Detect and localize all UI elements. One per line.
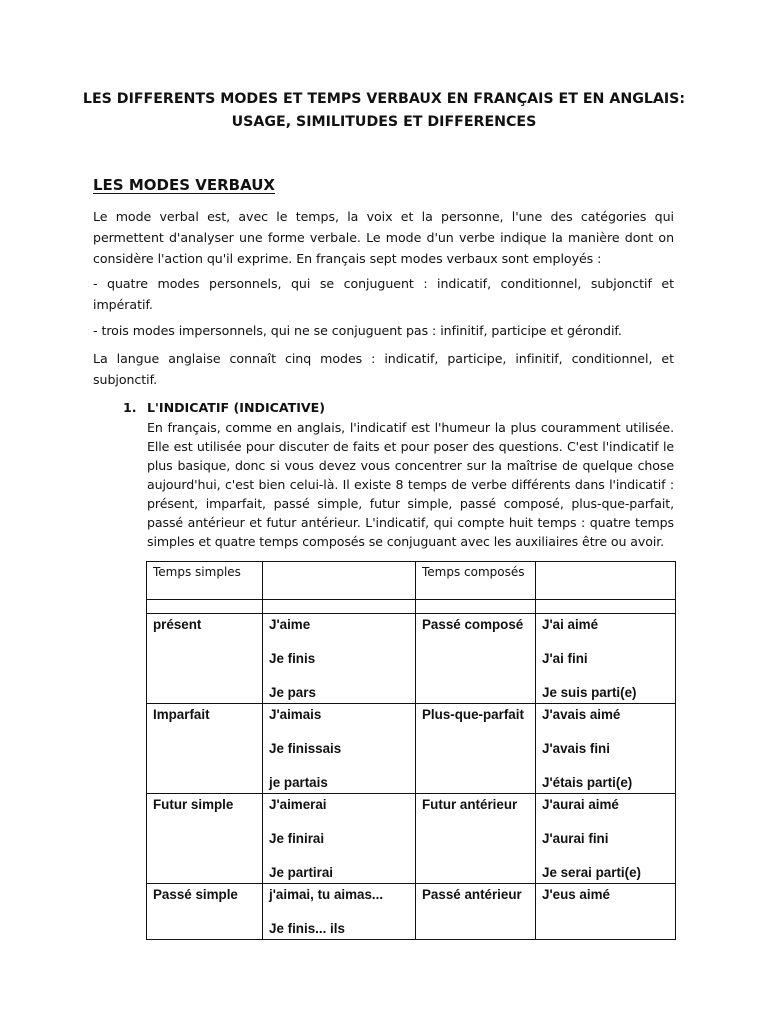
title-line-2: USAGE, SIMILITUDES ET DIFFERENCES xyxy=(231,114,537,130)
verb-form: Je finis... ils xyxy=(269,921,345,936)
title-line-1: LES DIFFERENTS MODES ET TEMPS VERBAUX EN FRANÇAIS ET EN ANGLAIS: xyxy=(82,91,686,107)
simple-forms-cell xyxy=(263,614,416,704)
document-title xyxy=(60,88,708,134)
compose-forms-cell xyxy=(536,794,676,884)
verb-form: J'aime xyxy=(269,617,311,632)
verb-form: Je serai parti(e) xyxy=(542,865,641,880)
table-row xyxy=(147,704,676,794)
verb-form: J'eus aimé xyxy=(542,887,610,902)
verb-form: J'avais aimé xyxy=(542,707,621,722)
verb-form: J'avais fini xyxy=(542,741,610,756)
verb-form: J'ai aimé xyxy=(542,617,599,632)
tense-table xyxy=(146,561,676,940)
tense-simple-name: Futur simple xyxy=(147,794,263,884)
empty-cell xyxy=(147,600,263,614)
header-cell: Temps simples xyxy=(147,562,263,600)
table-row xyxy=(147,884,676,940)
header-cell xyxy=(536,562,676,600)
verb-form: J'aimerai xyxy=(269,797,327,812)
empty-cell xyxy=(536,600,676,614)
header-cell xyxy=(263,562,416,600)
verb-form: Je partirai xyxy=(269,865,334,880)
simple-forms-cell xyxy=(263,884,416,940)
empty-cell xyxy=(416,600,536,614)
verb-form: Je finirai xyxy=(269,831,325,846)
list-item-title: L'INDICATIF (INDICATIVE) xyxy=(147,400,326,415)
verb-form: Je finissais xyxy=(269,741,342,756)
paragraph-english-modes: La langue anglaise connaît cinq modes : indicatif, participe, infinitif, conditionnel, et subjonctif. xyxy=(93,351,674,387)
paragraph-personal-modes: - quatre modes personnels, qui se conjuguent : indicatif, conditionnel, subjonctif et impératif. xyxy=(93,276,674,312)
tense-compose-name: Futur antérieur xyxy=(416,794,536,884)
verb-form: Je finis xyxy=(269,651,316,666)
paragraph-mode-definition: Le mode verbal est, avec le temps, la voix et la personne, l'une des catégories qui permettent d'analyser une forme verbale. Le mode d'un verbe indique la manière dont on considère l'action qu'il exprime. En français sept modes verbaux sont employés : xyxy=(93,209,674,266)
tense-simple-name: Imparfait xyxy=(147,704,263,794)
simple-forms-cell xyxy=(263,794,416,884)
verb-form: J'ai fini xyxy=(542,651,588,666)
verb-form: je partais xyxy=(269,775,328,790)
compose-forms-cell xyxy=(536,704,676,794)
verb-form: Je pars xyxy=(269,685,316,700)
tense-compose-name: Passé composé xyxy=(416,614,536,704)
header-cell: Temps composés xyxy=(416,562,536,600)
verb-form: J'aurai aimé xyxy=(542,797,619,812)
table-row xyxy=(147,614,676,704)
verb-form: J'étais parti(e) xyxy=(542,775,633,790)
table-row xyxy=(147,794,676,884)
tense-compose-name: Plus-que-parfait xyxy=(416,704,536,794)
tense-simple-name: présent xyxy=(147,614,263,704)
compose-forms-cell xyxy=(536,614,676,704)
compose-forms-cell xyxy=(536,884,676,940)
tense-compose-name: Passé antérieur xyxy=(416,884,536,940)
paragraph-impersonal-modes: - trois modes impersonnels, qui ne se conjuguent pas : infinitif, participe et gérondif. xyxy=(93,323,622,338)
list-item-body: En français, comme en anglais, l'indicatif est l'humeur la plus couramment utilisée. Elle est utilisée pour discuter de faits et pour poser des questions. C'est l'indicatif le plus basique, donc si vous devez vous concentrer sur la maîtrise de quelque chose aujourd'hui, c'est bien celui-là. Il existe 8 temps de verbe différents dans l'indicatif : présent, imparfait, passé simple, futur simple, passé composé, plus-que-parfait, passé antérieur et futur antérieur. L'indicatif, qui compte huit temps : quatre temps simples et quatre temps composés se conjuguant avec les auxiliaires être ou avoir. xyxy=(147,420,674,549)
simple-forms-cell xyxy=(263,704,416,794)
list-number: 1. xyxy=(123,400,137,415)
tense-simple-name: Passé simple xyxy=(147,884,263,940)
verb-form: j'aimai, tu aimas... xyxy=(269,887,384,902)
table-header-row xyxy=(147,562,676,600)
section-heading: LES MODES VERBAUX xyxy=(93,176,275,194)
table-spacer-row xyxy=(147,600,676,614)
empty-cell xyxy=(263,600,416,614)
verb-form: Je suis parti(e) xyxy=(542,685,637,700)
verb-form: J'aurai fini xyxy=(542,831,609,846)
verb-form: J'aimais xyxy=(269,707,322,722)
